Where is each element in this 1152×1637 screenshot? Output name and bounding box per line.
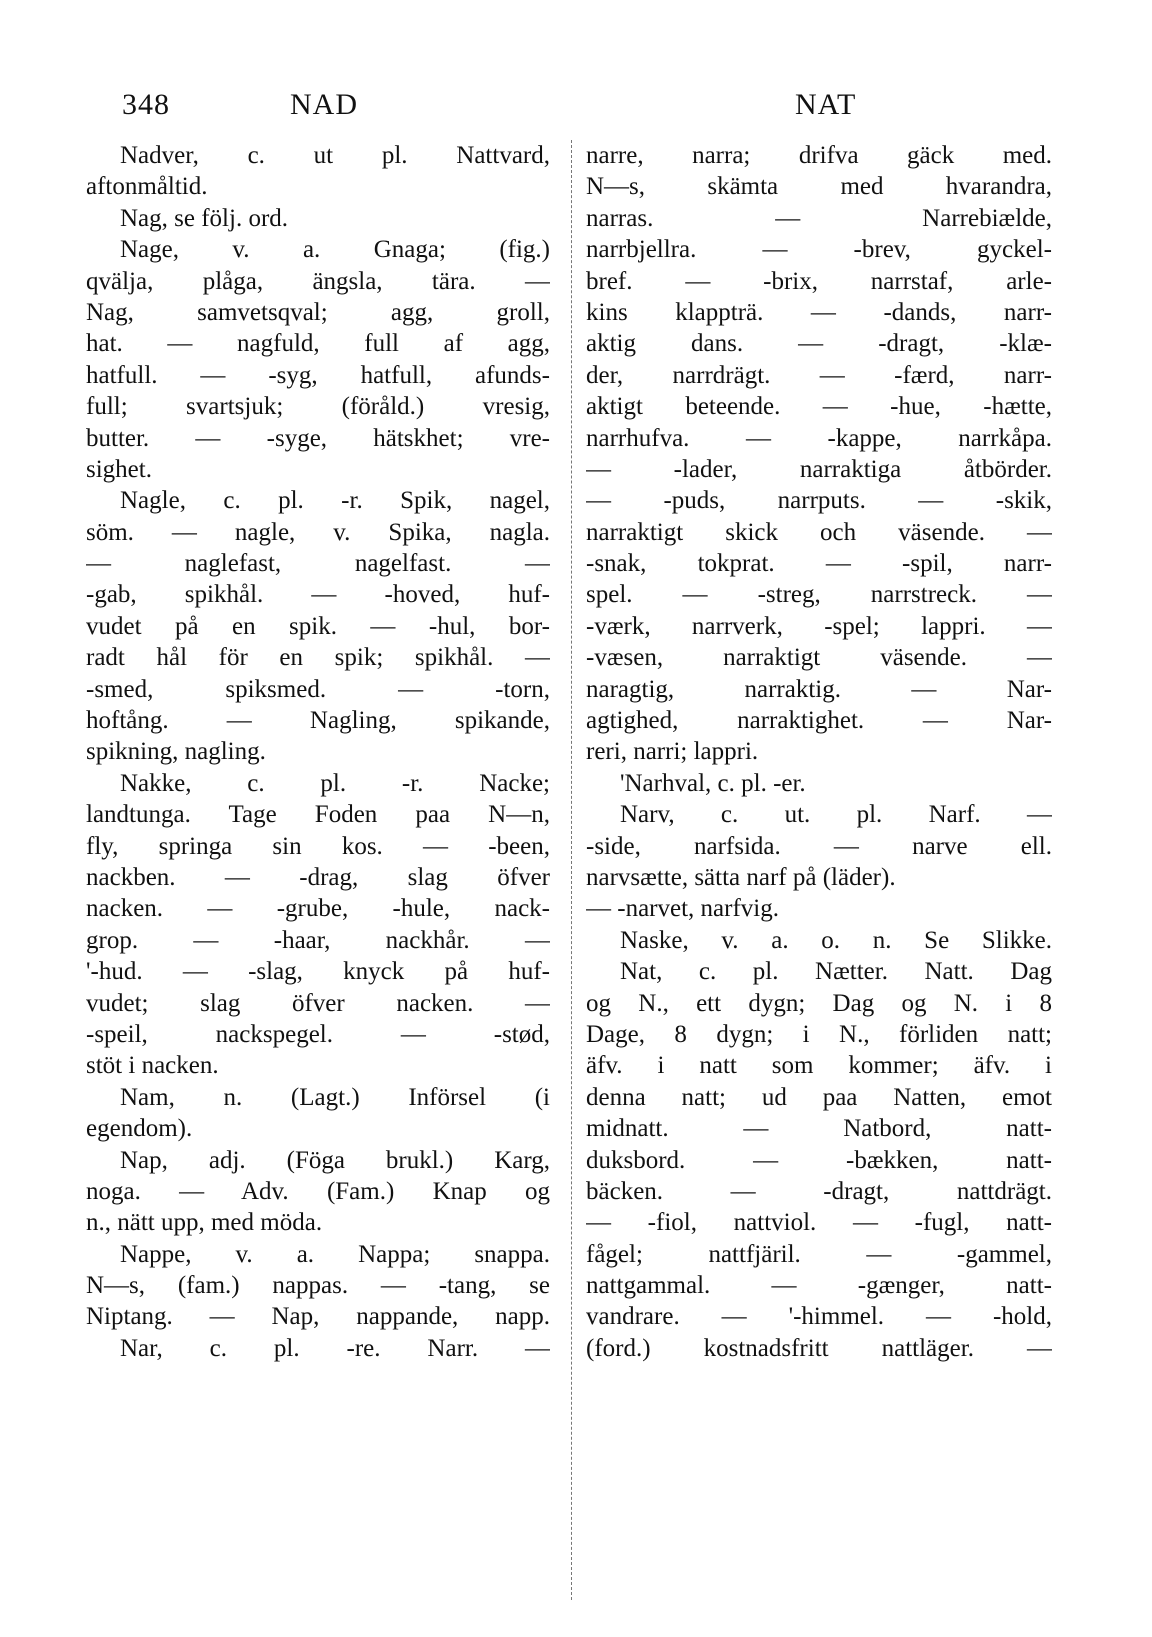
dictionary-line: kins klappträ. — -dands, narr-	[586, 298, 1052, 326]
dictionary-line: narrbjellra. — -brev, gyckel-	[586, 236, 1052, 264]
dictionary-line: aktigt beteende. — -hue, -hætte,	[586, 393, 1052, 421]
dictionary-line: Nappe, v. a. Nappa; snappa.	[120, 1240, 550, 1268]
dictionary-line: Nagle, c. pl. -r. Spik, nagel,	[120, 487, 550, 515]
dictionary-line: narre, narra; drifva gäck med.	[586, 142, 1052, 169]
dictionary-line: söm. — nagle, v. Spika, nagla.	[86, 518, 550, 546]
dictionary-line: aktig dans. — -dragt, -klæ-	[586, 330, 1052, 358]
dictionary-line: Nam, n. (Lagt.) Införsel (i	[120, 1083, 550, 1111]
dictionary-line: grop. — -haar, nackhår. —	[86, 926, 550, 954]
dictionary-line: fly, springa sin kos. — -been,	[86, 832, 550, 860]
dictionary-line: Dage, 8 dygn; i N., förliden natt;	[586, 1020, 1052, 1048]
column-divider	[571, 140, 572, 1600]
dictionary-line: — -narvet, narfvig.	[586, 895, 779, 923]
dictionary-line: — -fiol, nattviol. — -fugl, natt-	[586, 1209, 1052, 1237]
dictionary-line: aftonmåltid.	[86, 173, 208, 201]
dictionary-line: Nadver, c. ut pl. Nattvard,	[120, 142, 550, 169]
header-left-guide-word: NAD	[290, 88, 358, 121]
dictionary-line: bäcken. — -dragt, nattdrägt.	[586, 1177, 1052, 1205]
dictionary-line: landtunga. Tage Foden paa N—n,	[86, 801, 550, 829]
dictionary-line: Nar, c. pl. -re. Narr. —	[120, 1334, 550, 1362]
dictionary-line: narraktigt skick och väsende. —	[586, 518, 1052, 546]
dictionary-line: vudet på en spik. — -hul, bor-	[86, 612, 550, 640]
dictionary-line: -snak, tokprat. — -spil, narr-	[586, 550, 1052, 578]
dictionary-line: hat. — nagfuld, full af agg,	[86, 330, 550, 358]
dictionary-line: -speil, nackspegel. — -stød,	[86, 1020, 550, 1048]
dictionary-line: narras. — Narrebiælde,	[586, 204, 1052, 232]
dictionary-line: N—s, skämta med hvarandra,	[586, 173, 1052, 201]
dictionary-line: nacken. — -grube, -hule, nack-	[86, 895, 550, 923]
dictionary-line: Niptang. — Nap, nappande, napp.	[86, 1303, 550, 1331]
dictionary-line: denna natt; ud paa Natten, emot	[586, 1083, 1052, 1111]
dictionary-line: Nag, se följ. ord.	[120, 204, 289, 232]
dictionary-line: nattgammal. — -gænger, natt-	[586, 1272, 1052, 1300]
dictionary-line: bref. — -brix, narrstaf, arle-	[586, 267, 1052, 295]
dictionary-line: N—s, (fam.) nappas. — -tang, se	[86, 1272, 550, 1300]
dictionary-line: noga. — Adv. (Fam.) Knap og	[86, 1177, 550, 1205]
dictionary-line: vandrare. — '-himmel. — -hold,	[586, 1303, 1052, 1331]
dictionary-line: -smed, spiksmed. — -torn,	[86, 675, 550, 703]
dictionary-line: og N., ett dygn; Dag og N. i 8	[586, 989, 1052, 1017]
dictionary-line: Nat, c. pl. Nætter. Natt. Dag	[620, 958, 1052, 986]
dictionary-line: -gab, spikhål. — -hoved, huf-	[86, 581, 550, 609]
dictionary-line: narrhufva. — -kappe, narrkåpa.	[586, 424, 1052, 452]
dictionary-line: hoftång. — Nagling, spikande,	[86, 707, 550, 735]
dictionary-line: agtighed, narraktighet. — Nar-	[586, 707, 1052, 735]
dictionary-line: nackben. — -drag, slag öfver	[86, 863, 550, 891]
dictionary-line: 'Narhval, c. pl. -er.	[620, 769, 806, 797]
dictionary-line: stöt i nacken.	[86, 1052, 219, 1080]
dictionary-line: midnatt. — Natbord, natt-	[586, 1115, 1052, 1143]
dictionary-line: spikning, nagling.	[86, 738, 266, 766]
dictionary-line: (ford.) kostnadsfritt nattläger. —	[586, 1334, 1052, 1362]
dictionary-line: -væsen, narraktigt väsende. —	[586, 644, 1052, 672]
dictionary-line: Nakke, c. pl. -r. Nacke;	[120, 769, 550, 797]
dictionary-line: duksbord. — -bækken, natt-	[586, 1146, 1052, 1174]
dictionary-line: reri, narri; lappri.	[586, 738, 759, 766]
dictionary-line: '-hud. — -slag, knyck på huf-	[86, 958, 550, 986]
dictionary-line: qvälja, plåga, ängsla, tära. —	[86, 267, 550, 295]
right-column	[586, 140, 1052, 1364]
dictionary-line: narvsætte, sätta narf på (läder).	[586, 863, 896, 891]
dictionary-line: n., nätt upp, med möda.	[86, 1209, 323, 1237]
dictionary-line: full; svartsjuk; (föråld.) vresig,	[86, 393, 550, 421]
dictionary-line: naragtig, narraktig. — Nar-	[586, 675, 1052, 703]
dictionary-line: der, narrdrägt. — -færd, narr-	[586, 361, 1052, 389]
dictionary-line: butter. — -syge, hätskhet; vre-	[86, 424, 550, 452]
page-number: 348	[122, 88, 170, 121]
dictionary-line: Nag, samvetsqval; agg, groll,	[86, 298, 550, 326]
dictionary-line: hatfull. — -syg, hatfull, afunds-	[86, 361, 550, 389]
dictionary-line: — naglefast, nagelfast. —	[86, 550, 550, 578]
dictionary-line: Naske, v. a. o. n. Se Slikke.	[620, 926, 1052, 954]
dictionary-line: fågel; nattfjäril. — -gammel,	[586, 1240, 1052, 1268]
header-right-guide-word: NAT	[795, 88, 857, 121]
dictionary-line: egendom).	[86, 1115, 193, 1143]
dictionary-line: — -puds, narrputs. — -skik,	[586, 487, 1052, 515]
dictionary-line: — -lader, narraktiga åtbörder.	[586, 455, 1052, 483]
left-column	[86, 140, 550, 1364]
dictionary-line: Nage, v. a. Gnaga; (fig.)	[120, 236, 550, 264]
dictionary-line: -værk, narrverk, -spel; lappri. —	[586, 612, 1052, 640]
dictionary-line: Narv, c. ut. pl. Narf. —	[620, 801, 1052, 829]
dictionary-line: vudet; slag öfver nacken. —	[86, 989, 550, 1017]
running-header	[0, 88, 1152, 128]
dictionary-line: Nap, adj. (Föga brukl.) Karg,	[120, 1146, 550, 1174]
dictionary-line: -side, narfsida. — narve ell.	[586, 832, 1052, 860]
dictionary-line: sighet.	[86, 455, 152, 483]
dictionary-line: radt hål för en spik; spikhål. —	[86, 644, 550, 672]
dictionary-line: äfv. i natt som kommer; äfv. i	[586, 1052, 1052, 1080]
dictionary-line: spel. — -streg, narrstreck. —	[586, 581, 1052, 609]
